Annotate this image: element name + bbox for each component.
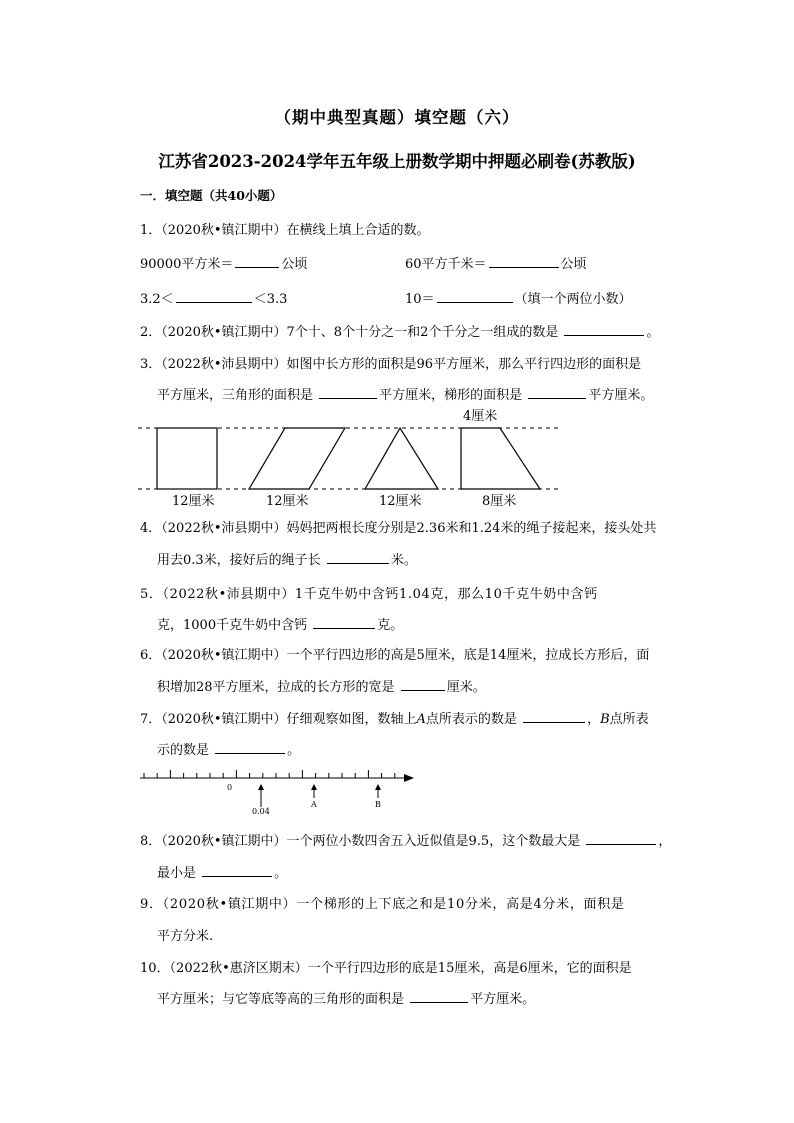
question-10-cont: 平方厘米；与它等底等高的三角形的面积是 平方厘米。	[157, 992, 536, 1007]
fig-label-top: 4厘米	[463, 409, 498, 424]
answer-blank[interactable]	[586, 832, 656, 845]
q1-item-a: 90000平方米＝ 公顷	[140, 257, 308, 272]
axis-zero-label: 0	[227, 783, 233, 792]
axis-point-a: A	[311, 800, 317, 809]
question-5: 5．（2022秋•沛县期中）1千克牛奶中含钙1.04克，那么10千克牛奶中含钙	[140, 587, 598, 602]
question-8: 8．（2020秋•镇江期中）一个两位小数四舍五入近似值是9.5，这个数最大是 ，	[140, 834, 672, 849]
question-4: 4．（2022秋•沛县期中）妈妈把两根长度分别是2.36米和1.24米的绳子接起来，接头处共	[140, 521, 657, 536]
q1-item-c: 3.2＜ ＜3.3	[140, 292, 288, 307]
answer-blank[interactable]	[489, 255, 559, 268]
arrowhead-0.04	[258, 784, 264, 790]
answer-blank[interactable]	[235, 255, 279, 268]
question-9-cont: 平方分米.	[157, 929, 214, 944]
parallelogram-shape	[249, 428, 345, 489]
question-5-cont: 克，1000千克牛奶中含钙 克。	[157, 618, 404, 633]
question-7: 7．（2020秋•镇江期中）仔细观察如图，数轴上A点所表示的数是 ，B点所表	[140, 712, 649, 727]
q1-item-b: 60平方千米＝ 公顷	[405, 257, 587, 272]
question-3-cont: 平方厘米，三角形的面积是 平方厘米，梯形的面积是 平方厘米。	[157, 388, 654, 403]
fig-label-rect: 12厘米	[172, 494, 215, 509]
answer-blank[interactable]	[437, 290, 513, 303]
answer-blank[interactable]	[523, 710, 585, 723]
q3-figure	[0, 400, 794, 515]
arrowhead-b	[375, 784, 381, 790]
question-10: 10．（2022秋•惠济区期末）一个平行四边形的底是15厘米，高是6厘米，它的面积是	[140, 961, 632, 976]
page-subtitle: 江苏省2023-2024学年五年级上册数学期中押题必刷卷(苏教版)	[158, 152, 636, 171]
axis-point-b: B	[375, 800, 381, 809]
question-1: 1．（2020秋•镇江期中）在横线上填上合适的数。	[140, 223, 430, 238]
answer-blank[interactable]	[215, 741, 285, 754]
rectangle-shape	[157, 428, 217, 489]
answer-blank[interactable]	[313, 616, 375, 629]
answer-blank[interactable]	[327, 551, 389, 564]
triangle-shape	[365, 428, 438, 489]
question-7-cont: 示的数是 。	[157, 743, 301, 758]
arrowhead-a	[311, 784, 317, 790]
answer-blank[interactable]	[528, 386, 586, 399]
answer-blank[interactable]	[202, 864, 272, 877]
answer-blank[interactable]	[564, 323, 644, 336]
q1-item-d: 10＝ （填一个两位小数）	[405, 292, 632, 307]
section-heading: 一．填空题（共40小题）	[140, 188, 283, 203]
q7-number-line	[0, 760, 794, 820]
question-8-cont: 最小是 。	[157, 866, 288, 881]
question-4-cont: 用去0.3米，接好后的绳子长 米。	[157, 553, 417, 568]
question-9: 9．（2020秋•镇江期中）一个梯形的上下底之和是10分米，高是4分米，面积是	[140, 897, 625, 912]
question-2: 2．（2020秋•镇江期中）7个十、8个十分之一和2个千分之一组成的数是 。	[140, 325, 660, 340]
fig-label-para: 12厘米	[266, 494, 309, 509]
page-title: （期中典型真题）填空题（六）	[274, 108, 520, 127]
answer-blank[interactable]	[176, 290, 252, 303]
fig-label-tri: 12厘米	[379, 494, 422, 509]
answer-blank[interactable]	[410, 990, 468, 1003]
question-3: 3．（2022秋•沛县期中）如图中长方形的面积是96平方厘米，那么平行四边形的面积是	[140, 357, 642, 372]
question-6: 6．（2020秋•镇江期中）一个平行四边形的高是5厘米，底是14厘米，拉成长方形后，面	[140, 648, 650, 663]
answer-blank[interactable]	[319, 386, 377, 399]
axis-arrow	[404, 774, 414, 782]
question-6-cont: 积增加28平方厘米，拉成的长方形的宽是 厘米。	[157, 680, 486, 695]
fig-label-trap: 8厘米	[482, 494, 517, 509]
trapezoid-shape	[461, 428, 540, 489]
answer-blank[interactable]	[401, 678, 445, 691]
axis-tick-label: 0.04	[252, 807, 270, 816]
